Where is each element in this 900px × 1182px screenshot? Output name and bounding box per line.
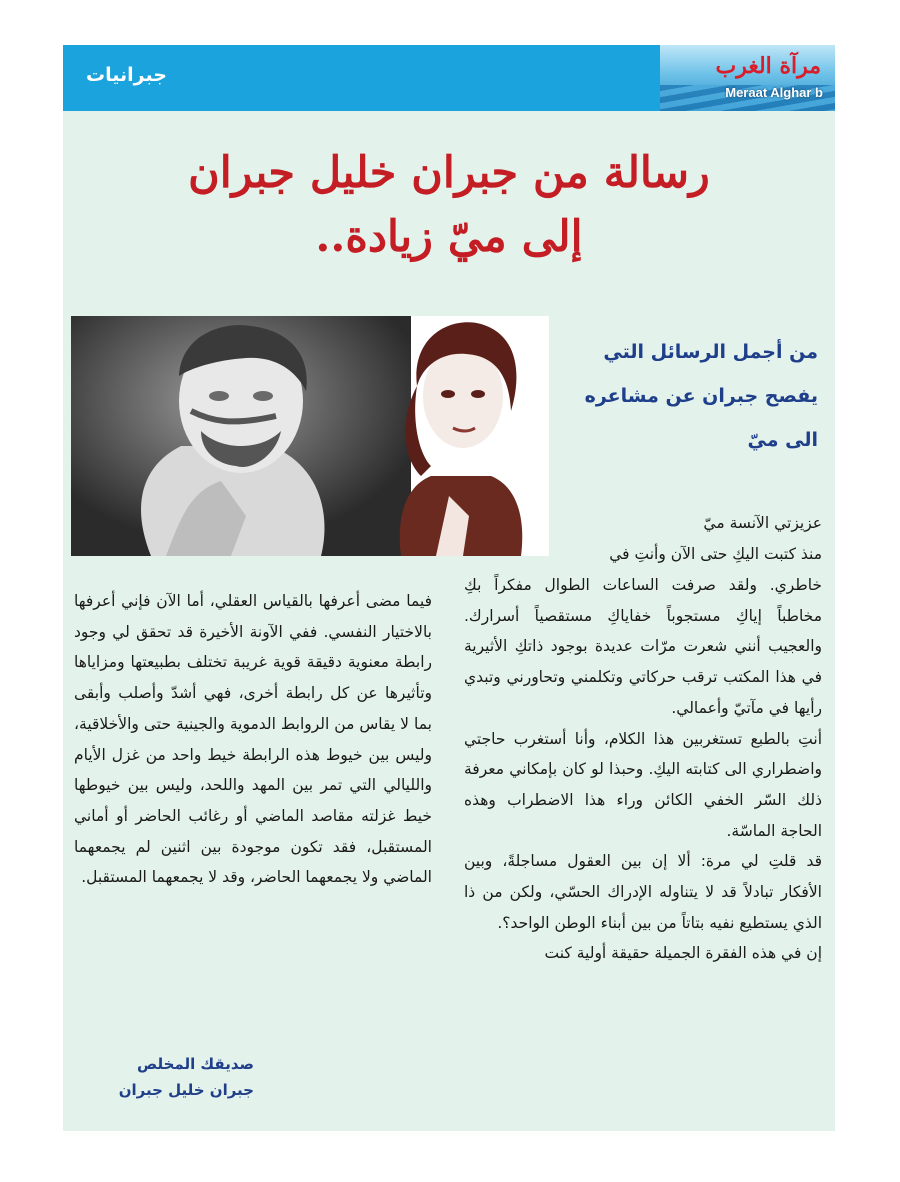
salutation: عزيزتي الآنسة ميّ	[703, 514, 822, 532]
lead-line: الى ميّ	[747, 429, 818, 451]
logo-arabic-text: مرآة الغرب	[715, 53, 821, 79]
magazine-logo	[660, 45, 835, 111]
paragraph: فيما مضى أعرفها بالقياس العقلي، أما الآن فإني أعرفها بالاختيار النفسي. ففي الآونة الأخيرة قد تحقق لي وجود رابطة معنوية دقيقة قوية غريبة تختلف بطبيعتها ومزاياها وتأثيرها عن كل رابطة أخرى، فهي أشدّ وأصلب وأبقى بما لا يقاس من الروابط الدموية والجينية حتى والأخلاقية، وليس بين خيوط هذه الرابطة خيط واحد من غزل الأيام والليالي التي تمر بين المهد واللحد، وليس بين خيوطها خيط غزلته مقاصد الماضي أو رغائب الحاضر أو أماني المستقبل، فقد تكون موجودة بين اثنين لم يجمعهما الماضي ولا يجمعهما الحاضر، وقد لا يجمعهما المستقبل.	[74, 592, 432, 887]
paragraph: قد قلتِ لي مرة: ألا إن بين العقول مساجلةً، وبين الأفكار تبادلاً قد لا يتناوله الإدراك الحسّي، ولكن من ذا الذي يستطيع نفيه بتاتاً من بين أبناء الوطن الواحد؟.	[464, 852, 822, 932]
paragraph: أنتِ بالطبع تستغربين هذا الكلام، وأنا أستغرب حاجتي واضطراري الى كتابته اليكِ. وحبذا لو كان بإمكاني معرفة ذلك السّر الخفي الكائن وراء هذا الاضطراب وهذه الحاجة الماسّة.	[464, 729, 822, 840]
article-right-column	[464, 570, 822, 969]
lead-line: من أجمل الرسائل التي	[603, 341, 818, 363]
signature-name: جبران خليل جبران	[118, 1081, 254, 1099]
paragraph: إن في هذه الفقرة الجميلة حقيقة أولية كنت	[544, 944, 822, 963]
section-label: جبرانيات	[86, 64, 167, 86]
signature-closing: صديقك المخلص	[136, 1055, 254, 1073]
lead-line: يفصح جبران عن مشاعره	[584, 385, 818, 407]
article-left-column	[74, 586, 432, 893]
logo-latin-text: Meraat Alghar b	[725, 85, 823, 100]
article-title-line-2: إلى ميّ زيادة..	[315, 212, 583, 262]
paragraph: خاطري. ولقد صرفت الساعات الطوال مفكراً بكِ مخاطباً إياكِ مستجوباً خفاياكِ مستقصياً أسرارك. والعجيب أنني شعرت مرّات عديدة بوجود ذاتكِ الأثيرية في هذا المكتب ترقب حركاتي وتكلمني وتحاورني وتبدي رأيها في مآتيّ وأعمالي.	[464, 576, 822, 717]
article-title-line-1: رسالة من جبران خليل جبران	[188, 148, 710, 198]
article-lead	[568, 330, 818, 462]
paragraph-line: منذ كتبت اليكِ حتى الآن وأنتِ في	[609, 545, 822, 563]
